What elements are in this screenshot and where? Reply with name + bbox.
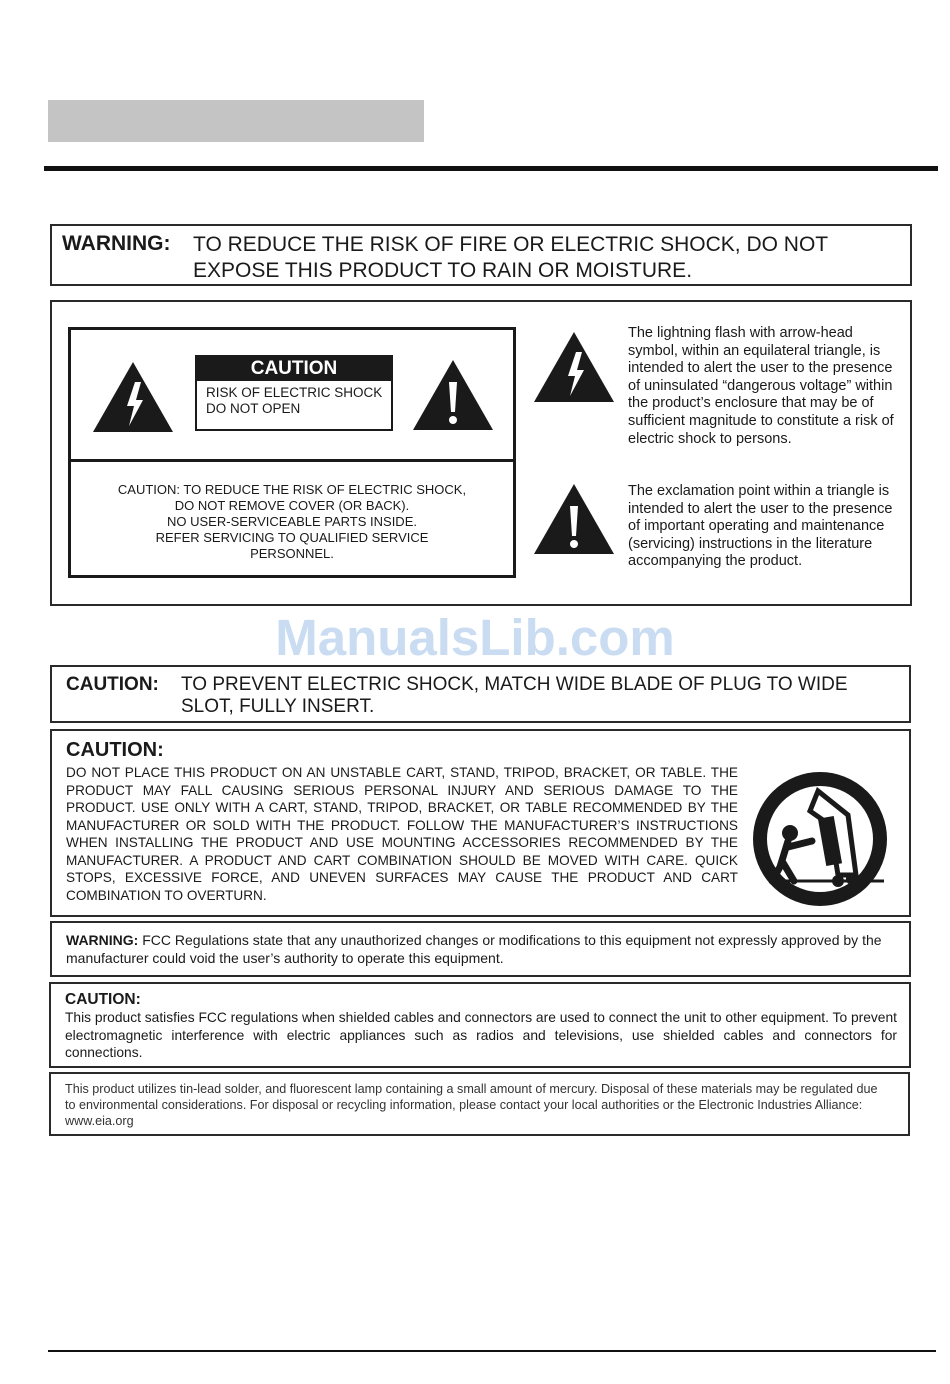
warning-fcc-text: FCC Regulations state that any unauthorized changes or modifications to this equipment not expressly approved by the manufacturer could void the user’s authority to operate this equipment. [66,932,882,966]
warning-label: WARNING: [62,232,171,255]
caution-sticker-line: RISK OF ELECTRIC SHOCK [206,385,383,400]
caution-cart-box [50,729,911,917]
caution-label-panel [68,327,516,578]
section-header-tab [48,100,424,142]
lightning-symbol-note: The lightning flash with arrow-head symbol, within an equilateral triangle, is intended to alert the user to the presence of uninsulated “dangerous voltage” within the product’s enclosure that may be of sufficient magnitude to constitute a risk of electric shock to persons. [628,325,894,447]
caution-cables-box [49,982,911,1068]
caution-cover-line: CAUTION: TO REDUCE THE RISK OF ELECTRIC SHOCK, [117,482,467,497]
caution-label: CAUTION: [66,674,159,695]
safety-symbols-box [50,300,912,606]
caution-cart-text: DO NOT PLACE THIS PRODUCT ON AN UNSTABLE CART, STAND, TRIPOD, BRACKET, OR TABLE. THE PRODUCT MAY FALL CAUSING SERIOUS PERSONAL INJURY AND SERIOUS DAMAGE TO THE PRODUCT. USE ONLY WITH A CART, STAND, TRIPOD, BRACKET, OR TABLE RECOMMENDED BY THE MANUFACTURER OR SOLD WITH THE PRODUCT. FOLLOW THE MANUFACTURER’S INSTRUCTIONS WHEN INSTALLING THE PRODUCT AND USE MOUNTING ACCESSORIES RECOMMENDED BY THE MANUFACTURER. A PRODUCT AND CART COMBINATION SHOULD BE MOVED WITH CARE. QUICK STOPS, EXCESSIVE FORCE, AND UNEVEN SURFACES MAY CAUSE THE PRODUCT AND CART COMBINATION TO OVERTURN. [66,765,738,903]
caution-cover-line: NO USER-SERVICEABLE PARTS INSIDE. [167,514,417,529]
disposal-notice-text: This product utilizes tin-lead solder, and fluorescent lamp containing a small amount of mercury. Disposal of these materials may be regulated due to environmental considerations. For disposal or recycling information, please contact your local authorities or the Electronic Industries Alliance: www.eia.org [65,1082,878,1129]
warning-fcc-box [50,921,911,977]
header-rule [44,166,938,171]
footer-rule [48,1350,936,1352]
exclamation-triangle-icon [411,358,495,432]
cart-tipover-icon [752,771,888,907]
watermark: ManualsLib.com [275,609,675,666]
caution-label: CAUTION: [66,739,164,761]
caution-sticker-line: DO NOT OPEN [206,401,301,416]
caution-plug-text: TO PREVENT ELECTRIC SHOCK, MATCH WIDE BLADE OF PLUG TO WIDE SLOT, FULLY INSERT. [181,674,848,717]
exclamation-symbol-note: The exclamation point within a triangle is intended to alert the user to the presence of important operating and maintenance (servicing) instructions in the literature accompanying the product. [628,483,893,570]
caution-sticker-title: CAUTION [197,357,391,381]
caution-label-top [71,330,513,462]
caution-cables-text: This product satisfies FCC regulations when shielded cables and connectors are used to connect the unit to other equipment. To prevent electromagnetic interference with electric appliances such as radios and televisions, use shielded cables and connectors for connections. [65,1010,897,1061]
warning-text: TO REDUCE THE RISK OF FIRE OR ELECTRIC SHOCK, DO NOT EXPOSE THIS PRODUCT TO RAIN OR MOISTURE. [193,233,828,282]
warning-rain-box [50,224,912,286]
caution-plug-box [50,665,911,723]
caution-cover-line: DO NOT REMOVE COVER (OR BACK). [174,498,410,513]
caution-cover-line: PERSONNEL. [250,546,334,561]
lightning-triangle-icon [91,360,175,434]
caution-cover-line: REFER SERVICING TO QUALIFIED SERVICE [155,530,429,545]
warning-label: WARNING: [66,932,139,948]
caution-label: CAUTION: [65,991,141,1008]
caution-cover-text [71,482,513,562]
lightning-triangle-icon [532,330,616,404]
caution-sticker [195,355,393,431]
disposal-notice-box [49,1072,910,1136]
exclamation-triangle-icon [532,482,616,556]
